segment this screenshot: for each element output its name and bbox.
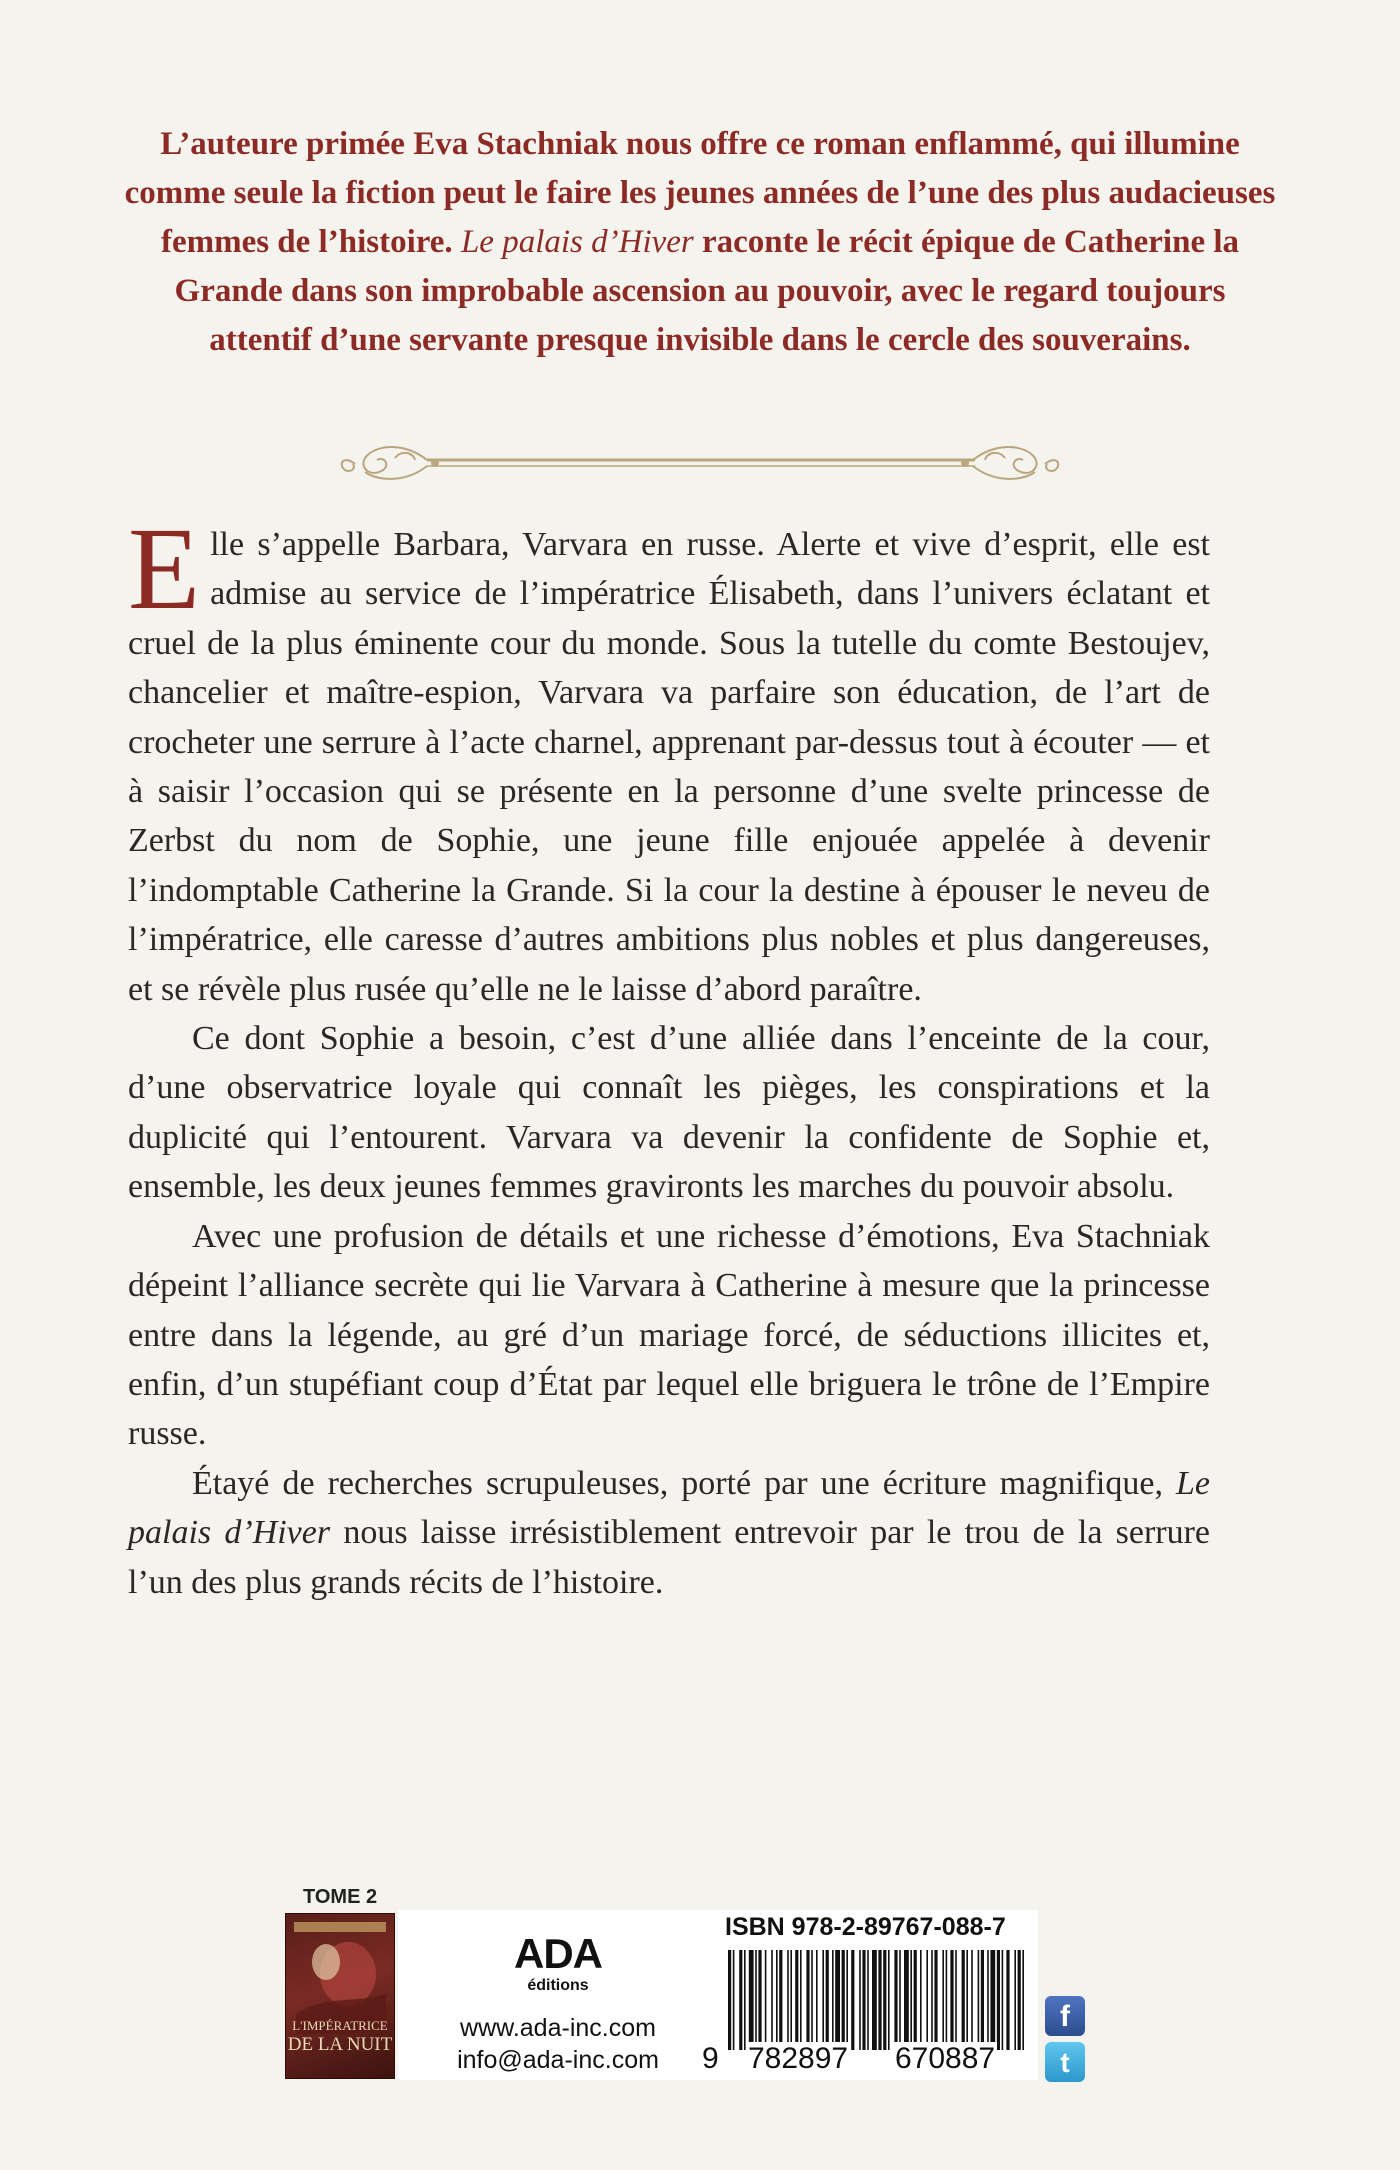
barcode-bar — [946, 1950, 948, 2050]
barcode-bar — [758, 1950, 761, 2050]
barcode-bar — [795, 1950, 798, 2050]
barcode-bar — [990, 1950, 995, 2050]
series-cover-thumbnail — [286, 1914, 394, 2078]
barcode-bar — [1018, 1950, 1021, 2050]
drop-cap: E — [128, 503, 201, 634]
publisher-info — [398, 1910, 718, 2080]
barcode-bar — [846, 1950, 848, 2050]
barcode-bar — [862, 1950, 865, 2050]
thumb-title-1: L'IMPÉRATRICE — [292, 2018, 388, 2033]
barcode-bar — [728, 1950, 731, 2050]
barcode-digit-first: 9 — [702, 2042, 719, 2075]
thumb-title-2: DE LA NUIT — [287, 2034, 393, 2055]
barcode-bar — [800, 1950, 802, 2050]
barcode-bar — [733, 1950, 735, 2050]
barcode-bar — [859, 1950, 861, 2050]
barcode-bar — [971, 1950, 973, 2050]
barcode-bar — [842, 1950, 845, 2050]
barcode-bar — [867, 1950, 869, 2050]
barcode-bar — [826, 1950, 829, 2050]
publisher-logo-sub: éditions — [527, 1977, 589, 1994]
publisher-email[interactable]: info@ada-inc.com — [457, 2046, 659, 2074]
intro-book-title: Le palais d’Hiver — [460, 224, 694, 260]
publisher-website[interactable]: www.ada-inc.com — [460, 2014, 656, 2042]
barcode-bar — [894, 1950, 897, 2050]
paragraph-1-text: lle s’appelle Barbara, Varvara en russe. Alerte et vive d’esprit, elle est admise au service de l’impératrice Élisabeth, dans l’univers éclatant et cruel de la plus éminente cour du monde. Sous la tutelle du comte Bestoujev, chancelier et maître-espion, Varvara va parfaire son éducation, de l’art de crocheter une serrure à l’acte charnel, apprenant par-dessus tout à écouter — et à saisir l’occasion qui se présente en la personne d’une svelte princesse de Zerbst du nom de Sophie, une jeune fille enjouée appelée à devenir l’indomptable Catherine la Grande. Si la cour la destine à épouser le neveu de l’impératrice, elle caresse d’autres ambitions plus nobles et plus dangereuses, et se révèle plus rusée qu’elle ne le laisse d’abord paraître. — [128, 526, 1210, 1008]
barcode-bar — [888, 1950, 890, 2050]
barcode-bar — [955, 1950, 957, 2050]
barcode-bar — [822, 1950, 824, 2050]
barcode-bar — [962, 1950, 965, 2050]
barcode-bar — [914, 1950, 917, 2050]
barcode-bar — [950, 1950, 953, 2050]
intro-text-2: raconte le récit épique de Catherine la Grande dans son improbable ascension au pouvoir, avec le regard toujours attentif d’une servante presque invisible dans le cercle des souverains. — [174, 224, 1240, 358]
barcode-bar — [981, 1950, 984, 2050]
barcode-bar — [790, 1950, 792, 2050]
barcode-bar — [1006, 1950, 1009, 2050]
barcode-bar — [765, 1950, 767, 2050]
barcode-bar — [806, 1950, 809, 2050]
barcode-bar — [779, 1950, 782, 2050]
barcode-bar — [787, 1950, 789, 2050]
ornament-divider — [335, 438, 1065, 488]
paragraph-1 — [128, 503, 1210, 1014]
twitter-icon[interactable]: t — [1045, 2042, 1085, 2082]
intro-text-1: L’auteure primée Eva Stachniak nous offre ce roman enflammé, qui illumine comme seule la fiction peut le faire les jeunes années de l’une des plus audacieuses femmes de l’histoire. — [124, 126, 1276, 260]
barcode-bar — [771, 1950, 773, 2050]
barcode-bar — [904, 1950, 909, 2050]
barcode-bar — [926, 1950, 928, 2050]
barcode — [728, 1950, 1028, 2050]
barcode-bar — [942, 1950, 944, 2050]
barcode-bar — [776, 1950, 778, 2050]
barcode-bar — [899, 1950, 901, 2050]
publisher-logo-mark: ADA — [514, 1930, 602, 1977]
synopsis — [128, 503, 1211, 1607]
barcode-bar — [910, 1950, 912, 2050]
barcode-bar — [883, 1950, 886, 2050]
barcode-bar — [744, 1950, 746, 2050]
paragraph-4-end: nous laisse irrésistiblement entrevoir par le trou de la serrure l’un des plus grands récits de l’histoire. — [128, 1514, 1211, 1601]
paragraph-2: Ce dont Sophie a besoin, c’est d’une alliée dans l’enceinte de la cour, d’une observatrice loyale qui connaît les pièges, les conspirations et la duplicité qui l’entourent. Varvara va devenir la confidente de Sophie et, ensemble, les deux jeunes femmes gravironts les marches du pouvoir absolu. — [128, 1020, 1210, 1206]
barcode-bar — [835, 1950, 840, 2050]
barcode-bar — [978, 1950, 980, 2050]
barcode-bar — [739, 1950, 742, 2050]
isbn-label: ISBN 978-2-89767-088-7 — [725, 1913, 1006, 1941]
barcode-bar — [872, 1950, 877, 2050]
barcode-bar — [832, 1950, 834, 2050]
barcode-bar — [1022, 1950, 1024, 2050]
publisher-logo — [498, 1932, 618, 1994]
barcode-bar — [934, 1950, 937, 2050]
tome-label: TOME 2 — [303, 1886, 378, 1908]
barcode-bar — [749, 1950, 754, 2050]
paragraph-4-start: Étayé de recherches scrupuleuses, porté par une écriture magnifique, — [192, 1464, 1163, 1502]
barcode-digits-right: 670887 — [895, 2042, 996, 2075]
barcode-bar — [966, 1950, 968, 2050]
barcode-bar — [1002, 1950, 1004, 2050]
barcode-bar — [851, 1950, 854, 2050]
paragraph-3: Avec une profusion de détails et une richesse d’émotions, Eva Stachniak dépeint l’alliance secrète qui lie Varvara à Catherine à mesure que la princesse entre dans la légende, au gré d’un mariage forcé, de séductions illicites et, enfin, d’un stupéfiant coup d’État par lequel elle briguera le trône de l’Empire russe. — [128, 1217, 1210, 1453]
barcode-bar — [811, 1950, 813, 2050]
barcode-bar — [816, 1950, 818, 2050]
barcode-bar — [878, 1950, 881, 2050]
barcode-digits-left: 782897 — [748, 2042, 849, 2075]
intro-blurb — [120, 120, 1280, 365]
facebook-icon[interactable]: f — [1045, 1996, 1085, 2036]
barcode-bar — [987, 1950, 989, 2050]
paragraph-4-book-title: Le palais d’Hiver — [128, 1464, 1210, 1552]
paragraph-4 — [128, 1459, 1210, 1607]
barcode-bar — [931, 1950, 933, 2050]
barcode-bar — [920, 1950, 922, 2050]
barcode-bar — [755, 1950, 757, 2050]
barcode-bar — [997, 1950, 1000, 2050]
barcode-bar — [1014, 1950, 1016, 2050]
